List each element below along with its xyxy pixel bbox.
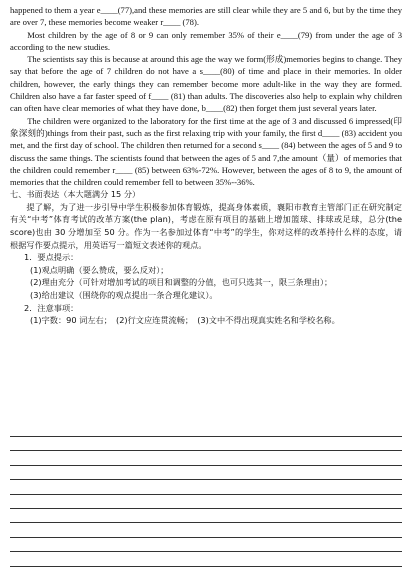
answer-line[interactable] xyxy=(10,494,402,495)
answer-line[interactable] xyxy=(10,522,402,523)
point-item: (2)理由充分（可针对增加考试的项目和调整的分值，也可只选其一，限三条理由）； xyxy=(30,277,333,288)
notes-title: 2．注意事项： xyxy=(24,302,79,313)
writing-intro: 提了解，为了进一步引导中学生积极参加体育锻炼，提高身体素质，襄阳市教育主管部门正在研究制定有关“中考”体育考试的改革方案(the plan)，考虑在原有项目的基础上增加篮球、排球或足球，总分(the score)也由 30 分增加至 50 分。作为一名参加过体育“中考”的学生，你对这样的改革持什么样的态度，请根据写作要点提示，用英语写一篇短文表述你的观点。 xyxy=(10,201,402,250)
point-item: (3)给出建议（围绕你的观点提出一条合理化建议）。 xyxy=(30,289,218,300)
answer-line[interactable] xyxy=(10,551,402,552)
passage-line-2: Most children by the age of 8 or 9 can only remember 35% of their e____(79) from under the age of 3 according to the new studies. xyxy=(10,29,402,52)
answer-lines[interactable] xyxy=(10,436,402,580)
answer-line[interactable] xyxy=(10,537,402,538)
passage-line-4: The children were organized to the laboratory for the first time at the age of 3 and discussed 6 impressed(印象深刻的)things from their past, such as the first relaxing trip with your family, the first d____ (83) accident you met, and the first day of school. The children then returned for a second s____ (84) between the ages of 5 and 9 to discuss the same things. The scientists found that between the ages of 5 and 7,the amount（量）of memories that the children could remember r____ (85) between 63%-72%. However, between the ages of 8 to 9, the amount of memories that the children could remember fell to between 35%--36%. xyxy=(10,115,402,188)
section-heading: 七、书面表达（本大题满分 15 分） xyxy=(10,189,141,200)
answer-line[interactable] xyxy=(10,566,402,567)
points-title: 1．要点提示： xyxy=(24,252,79,263)
notes-text: (1)字数：90 词左右； (2)行文应连贯流畅； (3)文中不得出现真实姓名和学校名称。 xyxy=(30,315,340,326)
answer-line[interactable] xyxy=(10,465,402,466)
answer-line[interactable] xyxy=(10,450,402,451)
passage-line-1: happened to them a year e____(77),and these memories are still clear while they are 5 and 6, but by the time they are over 7, these memories become weaker r____ (78). xyxy=(10,5,402,28)
answer-line[interactable] xyxy=(10,508,402,509)
answer-line[interactable] xyxy=(10,479,402,480)
answer-line[interactable] xyxy=(10,436,402,437)
passage-line-3: The scientists say this is because at around this age the way we form(形成)memories begins to change. They say that before the age of 7 children do not have a s____(80) of time and place in their memories. In older children, however, the early things they can remember become more adult-like in the way they are formed. Children also have a far faster speed of f____ (81) than adults. The discoveries also help to explain why children can often have clear memories of what they have done, b____(82) then forget them just several years later. xyxy=(10,54,402,114)
reading-passage xyxy=(10,4,402,188)
point-item: (1)观点明确（要么赞成，要么反对）； xyxy=(30,264,169,275)
